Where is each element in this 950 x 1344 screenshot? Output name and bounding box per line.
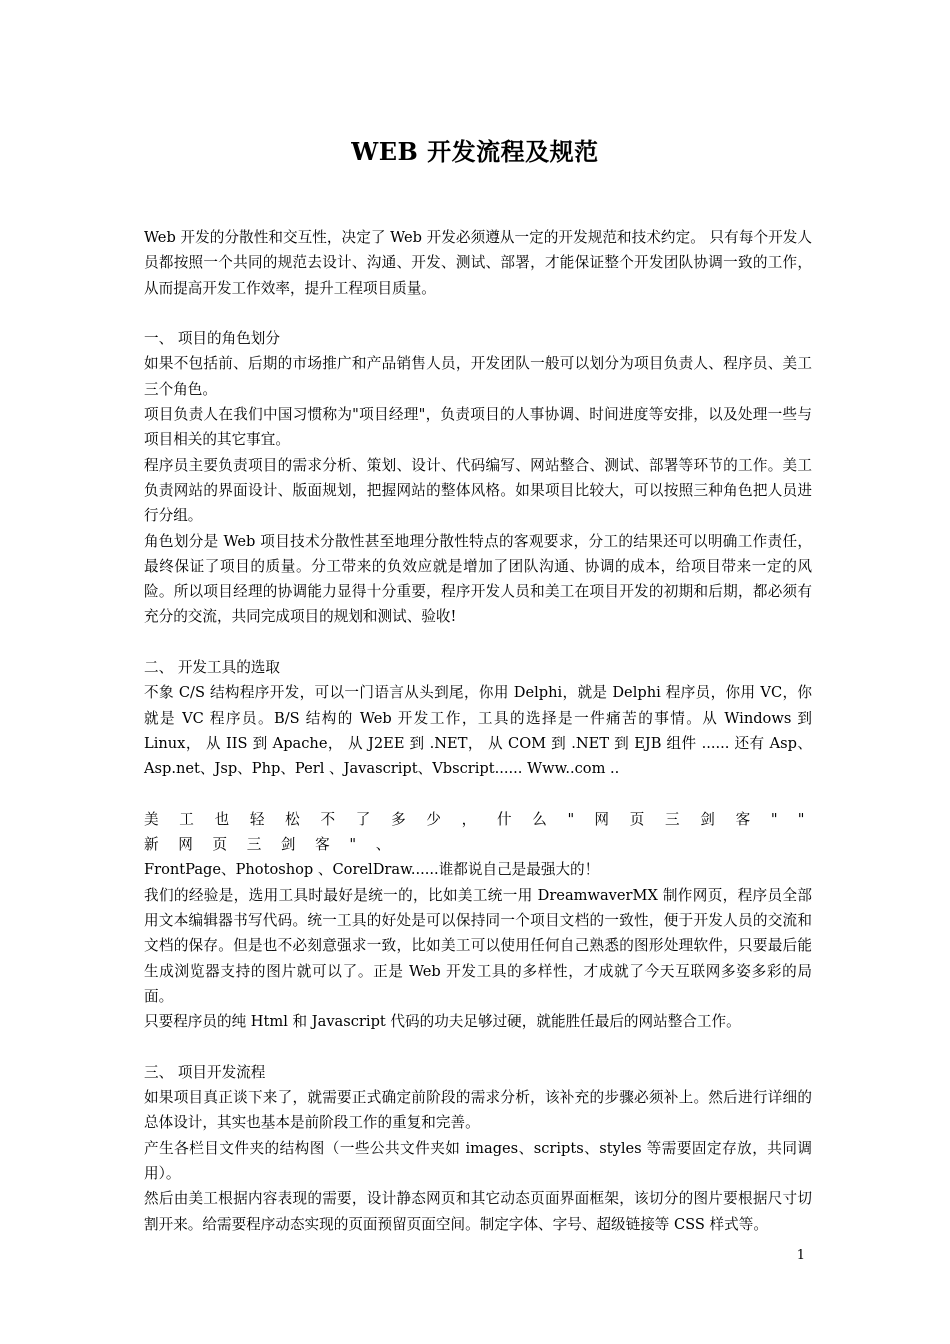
page-title: WEB 开发流程及规范 [351,137,599,166]
paragraph: 项目负责人在我们中国习惯称为"项目经理"，负责项目的人事协调、时间进度等安排，以及处理一些与项目相关的其它事宜。 [144,406,812,449]
spaced-line: 美 工 也 轻 松 不 了 多 少 ， 什 么 " 网 页 三 剑 客 " " 新 网 页 三 剑 客 " 、 [144,810,812,854]
paragraph: 程序员主要负责项目的需求分析、策划、设计、代码编写、网站整合、测试、部署等环节的工作。美工负责网站的界面设计、版面规划，把握网站的整体风格。如果项目比较大，可以按照三种角色把人员进行分组。 [144,456,812,525]
document-body [144,225,812,1237]
paragraph: 如果项目真正谈下来了，就需要正式确定前阶段的需求分析，该补充的步骤必须补上。然后进行详细的总体设计，其实也基本是前阶段工作的重复和完善。 [144,1089,812,1132]
page-number: 1 [796,1248,805,1263]
paragraph: 我们的经验是，选用工具时最好是统一的，比如美工统一用 DreamwaverMX 制作网页，程序员全部用文本编辑器书写代码。统一工具的好处是可以保持同一个项目文档的一致性，便于开发人员的交流和文档的保存。但是也不必刻意强求一致，比如美工可以使用任何自己熟悉的图形处理软件，只要最后能生成浏览器支持的图片就可以了。正是 Web 开发工具的多样性，才成就了今天互联网多姿多彩的局面。 [144,886,812,1005]
paragraph: 如果不包括前、后期的市场推广和产品销售人员，开发团队一般可以划分为项目负责人、程序员、美工三个角色。 [144,355,812,398]
paragraph: 角色划分是 Web 项目技术分散性甚至地理分散性特点的客观要求，分工的结果还可以明确工作责任，最终保证了项目的质量。分工带来的负效应就是增加了团队沟通、协调的成本，给项目带来一定的风险。所以项目经理的协调能力显得十分重要，程序开发人员和美工在项目开发的初期和后期，都必须有充分的交流，共同完成项目的规划和测试、验收! [144,532,812,626]
intro-paragraph: Web 开发的分散性和交互性，决定了 Web 开发必须遵从一定的开发规范和技术约定。 只有每个开发人员都按照一个共同的规范去设计、沟通、开发、测试、部署，才能保证整个开发团队协调一致的工作，从而提高开发工作效率，提升工程项目质量。 [144,229,812,297]
section-heading-roles: 一、 项目的角色划分 [144,330,280,348]
section-heading-tools: 二、 开发工具的选取 [144,659,280,677]
paragraph: 然后由美工根据内容表现的需要，设计静态网页和其它动态页面界面框架，该切分的图片要根据尺寸切割开来。给需要程序动态实现的页面预留页面空间。制定字体、字号、超级链接等 CSS 样式等。 [144,1190,812,1233]
paragraph: 产生各栏目文件夹的结构图（一些公共文件夹如 images、scripts、styles 等需要固定存放，共同调用）。 [144,1139,812,1182]
paragraph: FrontPage、Photoshop 、CorelDraw......谁都说自己是最强大的！ [144,861,600,879]
section-heading-process: 三、 项目开发流程 [144,1063,266,1081]
paragraph: 不象 C/S 结构程序开发，可以一门语言从头到尾，你用 Delphi，就是 Delphi 程序员，你用 VC，你就是 VC 程序员。B/S 结构的 Web 开发工作，工具的选择是一件痛苦的事情。从 Windows 到 Linux， 从 IIS 到 Apache， 从 J2EE 到 .NET， 从 COM 到 .NET 到 EJB 组件 ...... 还有 Asp、Asp.net、Jsp、Php、Perl 、Javascript、Vbscript...... Www..com .. [144,684,812,778]
paragraph: 只要程序员的纯 Html 和 Javascript 代码的功夫足够过硬，就能胜任最后的网站整合工作。 [144,1013,741,1031]
